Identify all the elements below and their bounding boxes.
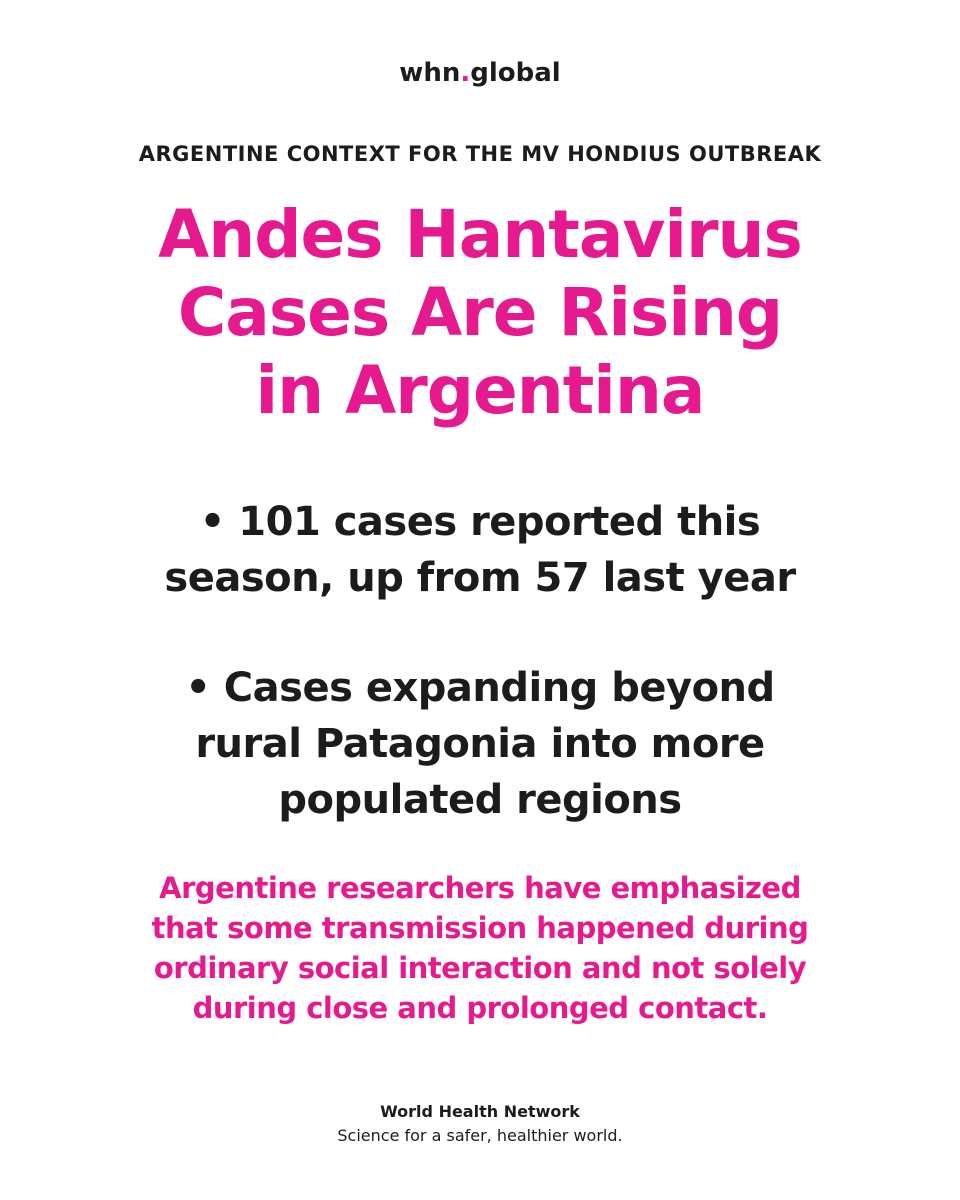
bullet-line: rural Patagonia into more xyxy=(195,721,765,767)
bullet-list xyxy=(60,494,900,828)
research-note xyxy=(60,868,900,1028)
brand-prefix: whn xyxy=(399,58,461,88)
note-line: ordinary social interaction and not solely xyxy=(153,951,807,985)
bullet-item-expansion xyxy=(60,660,900,828)
bullet-line: • 101 cases reported this xyxy=(199,499,761,545)
brand-dot: . xyxy=(460,58,471,88)
kicker-heading: ARGENTINE CONTEXT FOR THE MV HONDIUS OUTBREAK xyxy=(138,142,822,166)
note-line: during close and prolonged contact. xyxy=(192,991,768,1025)
footer-organization: World Health Network xyxy=(380,1102,580,1121)
brand-suffix: global xyxy=(470,58,561,88)
bullet-line: populated regions xyxy=(278,777,682,823)
headline-line: in Argentina xyxy=(255,352,705,429)
headline-line: Andes Hantavirus xyxy=(158,196,802,273)
bullet-line: season, up from 57 last year xyxy=(164,555,796,601)
brand-logo xyxy=(0,58,960,88)
headline-line: Cases Are Rising xyxy=(177,274,783,351)
note-line: that some transmission happened during xyxy=(151,911,809,945)
footer-tagline: Science for a safer, healthier world. xyxy=(337,1126,623,1145)
note-line: Argentine researchers have emphasized xyxy=(159,871,801,905)
bullet-line: • Cases expanding beyond xyxy=(185,665,775,711)
bullet-item-cases xyxy=(60,494,900,606)
bullet-spacer xyxy=(60,606,900,660)
headline xyxy=(40,196,920,430)
